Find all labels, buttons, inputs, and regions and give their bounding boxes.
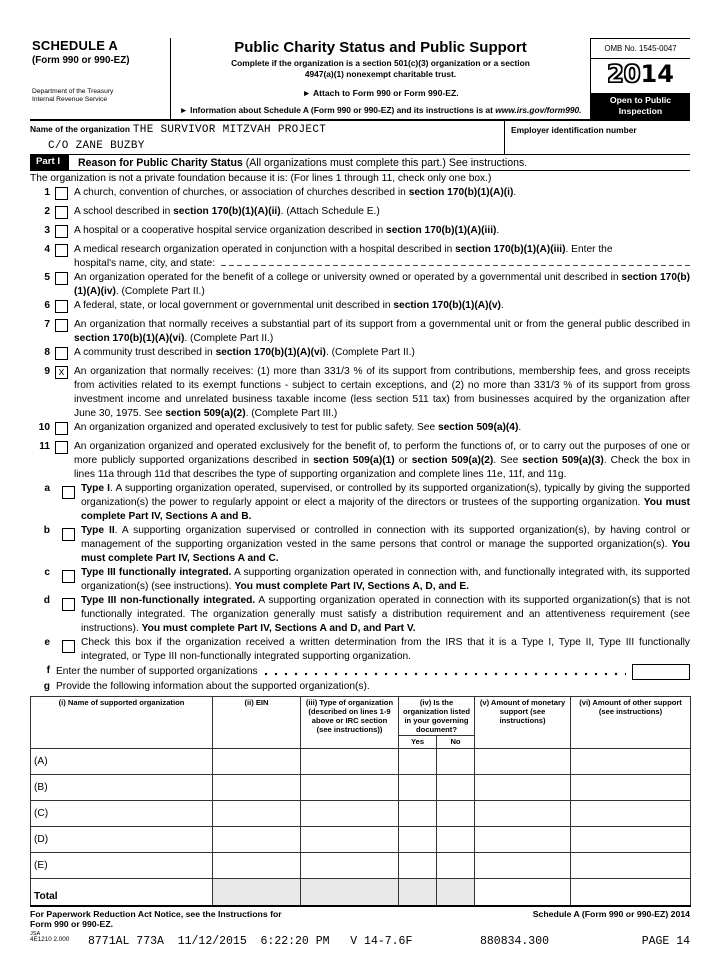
form-code: 4E1210 2.000 <box>30 936 70 943</box>
part1-heading: Reason for Public Charity Status (All organizations must complete this part.) See instructions. <box>78 156 528 169</box>
shaded-cell <box>437 879 475 906</box>
schedule-footer-ref: Schedule A (Form 990 or 990-EZ) 2014 <box>532 908 690 919</box>
line-text: An organization organized and operated exclusively to test for public safety. See section 509(a)(4). <box>74 422 522 433</box>
line-letter: c <box>44 567 50 578</box>
checklist-line-1 <box>30 186 690 205</box>
line-text: An organization that normally receives a substantial part of its support from a governmental unit or from the general public described in section 170(b)(1)(A)(vi). (Complete Part II.) <box>74 319 690 344</box>
tax-year: 2014 <box>607 60 674 88</box>
line-7-checkbox[interactable] <box>55 319 68 332</box>
part1-badge: Part I <box>30 154 69 171</box>
ein-block[interactable] <box>504 121 690 154</box>
form-header-left <box>30 38 171 119</box>
checklist-line-11c <box>30 566 690 594</box>
yes-cell[interactable] <box>399 775 437 801</box>
line-text: A community trust described in section 170(b)(1)(A)(vi). (Complete Part II.) <box>74 347 415 358</box>
other-cell[interactable] <box>571 853 691 879</box>
other-cell[interactable] <box>571 827 691 853</box>
checklist-line-11f <box>30 664 690 680</box>
line-letter: f <box>46 665 50 676</box>
row-label: (B) <box>31 775 213 801</box>
footer <box>30 909 690 929</box>
table-row-total <box>31 879 691 906</box>
line-11c-checkbox[interactable] <box>62 570 75 583</box>
line-number: 6 <box>44 300 50 311</box>
type-cell[interactable] <box>301 775 399 801</box>
line-1-checkbox[interactable] <box>55 187 68 200</box>
line-11a-checkbox[interactable] <box>62 486 75 499</box>
yes-cell[interactable] <box>399 827 437 853</box>
line-text: A federal, state, or local government or governmental unit described in section 170(b)(1)(A)(v). <box>74 300 504 311</box>
line-text: Type III non-functionally integrated. A supporting organization operated in connection with its supported organization(s) that is not functionally integrated. The organization generally must satisfy a distribution requirement and an attentiveness requirement (see instructions). You must complete Part IV, Sections A and D, and Part V. <box>81 595 691 634</box>
checklist-line-6 <box>30 299 690 318</box>
col-header-name: (i) Name of supported organization <box>31 697 213 749</box>
col-header-ein: (ii) EIN <box>213 697 301 749</box>
checklist-line-4 <box>30 243 690 271</box>
ein-cell[interactable] <box>213 801 301 827</box>
dot-leader <box>264 667 626 677</box>
line-letter: a <box>44 483 50 494</box>
form-header-right <box>590 38 690 119</box>
col-header-yes: Yes <box>399 736 437 749</box>
checklist-line-8 <box>30 346 690 365</box>
schedule-label: SCHEDULE A <box>32 38 119 53</box>
row-label: (A) <box>31 749 213 775</box>
form-header-center <box>171 38 590 119</box>
page-number: PAGE 14 <box>641 934 690 948</box>
col-header-governing: (iv) Is the organization listed in your governing document? <box>399 697 475 736</box>
checklist-line-5 <box>30 271 690 299</box>
yes-cell[interactable] <box>399 801 437 827</box>
line-8-checkbox[interactable] <box>55 347 68 360</box>
table-row-d <box>31 827 691 853</box>
checklist-line-2 <box>30 205 690 224</box>
no-cell[interactable] <box>437 749 475 775</box>
line-text: A school described in section 170(b)(1)(A)(ii). (Attach Schedule E.) <box>74 206 380 217</box>
form-header <box>30 38 690 121</box>
part1-intro: The organization is not a private foundation because it is: (For lines 1 through 11, check only one box.) <box>30 173 492 184</box>
other-cell[interactable] <box>571 749 691 775</box>
line-number: 5 <box>44 272 50 283</box>
monetary-total-cell[interactable] <box>475 879 571 906</box>
form-subtitle: Complete if the organization is a section 501(c)(3) organization or a section 4947(a)(1) nonexempt charitable trust. <box>231 58 530 79</box>
org-name-block <box>30 121 504 154</box>
line-number: 9 <box>44 366 50 377</box>
checklist-line-11 <box>30 440 690 482</box>
line-10-checkbox[interactable] <box>55 422 68 435</box>
shaded-cell <box>301 879 399 906</box>
shaded-cell <box>213 879 301 906</box>
table-row-b <box>31 775 691 801</box>
part1-header-bar <box>30 155 690 171</box>
col-header-no: No <box>437 736 475 749</box>
table-row-e <box>31 853 691 879</box>
serial-number: 880834.300 <box>480 934 550 948</box>
line-11d-checkbox[interactable] <box>62 598 75 611</box>
checklist-line-11a <box>30 482 690 524</box>
form-title: Public Charity Status and Public Support <box>234 39 527 56</box>
line-number: 8 <box>44 347 50 358</box>
table-row-c <box>31 801 691 827</box>
line-9-checkbox-checked[interactable]: X <box>55 366 68 379</box>
no-cell[interactable] <box>437 801 475 827</box>
line-text: Type I. A supporting organization operated, supervised, or controlled by its supported organization(s), typically by giving the supported organization(s) the power to regularly appoint or elect a majority of the directors or trustees of the supporting organization. You must complete Part IV, Sections A and B. <box>81 483 691 522</box>
monetary-cell[interactable] <box>475 775 571 801</box>
checklist-line-7 <box>30 318 690 346</box>
shaded-cell <box>399 879 437 906</box>
line-text: Type III functionally integrated. A supporting organization operated in connection with, and functionally integrated with, its supported organization(s) (see instructions). You must complete Part IV, Sections A, D, and E. <box>81 567 690 592</box>
no-cell[interactable] <box>437 827 475 853</box>
line-text: Enter the number of supported organizations <box>50 664 690 680</box>
yes-cell[interactable] <box>399 749 437 775</box>
form-ref: (Form 990 or 990-EZ) <box>32 55 130 66</box>
line-11b-checkbox[interactable] <box>62 528 75 541</box>
line-5-checkbox[interactable] <box>55 272 68 285</box>
org-name-co[interactable]: C/O ZANE BUZBY <box>48 140 145 152</box>
type-cell[interactable] <box>301 827 399 853</box>
total-label: Total <box>31 879 213 906</box>
line-text: A church, convention of churches, or association of churches described in section 170(b)(1)(A)(i). <box>74 187 517 198</box>
no-cell[interactable] <box>437 853 475 879</box>
hospital-name-label: hospital's name, city, and state: <box>74 258 216 269</box>
org-info-row <box>30 121 690 155</box>
line-11e-checkbox[interactable] <box>62 640 75 653</box>
other-cell[interactable] <box>571 801 691 827</box>
checklist-line-11b <box>30 524 690 566</box>
treasury-label: Department of the Treasury Internal Revenue Service <box>32 88 114 103</box>
print-stamp: 8771AL 773A 11/12/2015 6:22:20 PM V 14-7.6F <box>88 934 413 948</box>
type-cell[interactable] <box>301 853 399 879</box>
checklist-line-10 <box>30 421 690 440</box>
supported-org-count-box[interactable] <box>632 664 690 680</box>
monetary-cell[interactable] <box>475 853 571 879</box>
line-number: 11 <box>39 441 50 452</box>
line-number: 3 <box>44 225 50 236</box>
col-header-type: (iii) Type of organization (described on lines 1-9 above or IRC section (see instructions)) <box>301 697 399 749</box>
line-number: 10 <box>38 422 50 433</box>
checklist-line-11d <box>30 594 690 636</box>
line-3-checkbox[interactable] <box>55 225 68 238</box>
attach-note: ► Attach to Form 990 or Form 990-EZ. <box>302 88 459 98</box>
line-text: An organization that normally receives: (1) more than 331/3 % of its support from contributions, membership fees, and gross receipts from activities related to its exempt functions - subject to certain exceptions, and (2) no more than 331/3 % of its support from gross investment income and unrelated business taxable income (less section 511 tax) from businesses acquired by the organization after June 30, 1975. See section 509(a)(2). (Complete Part III.) <box>74 366 690 419</box>
type-cell[interactable] <box>301 801 399 827</box>
print-line <box>30 934 690 955</box>
paperwork-notice: For Paperwork Reduction Act Notice, see the Instructions for Form 990 or 990-EZ. <box>30 908 282 929</box>
ein-cell[interactable] <box>213 827 301 853</box>
ein-cell[interactable] <box>213 749 301 775</box>
line-text: A hospital or a cooperative hospital service organization described in section 170(b)(1)(A)(iii). <box>74 225 500 236</box>
col-header-monetary-support: (v) Amount of monetary support (see instructions) <box>475 697 571 749</box>
row-label: (E) <box>31 853 213 879</box>
line-letter: g <box>43 681 50 692</box>
line-letter: b <box>43 525 50 536</box>
omb-number: OMB No. 1545-0047 <box>591 39 690 59</box>
line-number: 1 <box>44 187 50 198</box>
line-text: An organization operated for the benefit of a college or university owned or operated by a governmental unit described in section 170(b)(1)(A)(iv). (Complete Part II.) <box>74 272 690 297</box>
ein-cell[interactable] <box>213 775 301 801</box>
info-note: ► Information about Schedule A (Form 990 or 990-EZ) and its instructions is at www.irs.gov/form990. <box>179 105 582 115</box>
table-row-a <box>31 749 691 775</box>
line-11-checkbox[interactable] <box>55 441 68 454</box>
line-number: 2 <box>44 206 50 217</box>
monetary-cell[interactable] <box>475 827 571 853</box>
line-text: A medical research organization operated in conjunction with a hospital described in section 170(b)(1)(A)(iii). Enter the hospital's name, city, and state: <box>74 243 690 271</box>
other-cell[interactable] <box>571 775 691 801</box>
line-number: 7 <box>44 319 50 330</box>
no-cell[interactable] <box>437 775 475 801</box>
line-text: Check this box if the organization received a written determination from the IRS that it is a Type I, Type II, Type III functionally integrated, or Type III non-functionally integrated supporting organization. <box>81 637 690 662</box>
ein-cell[interactable] <box>213 853 301 879</box>
line-number: 4 <box>44 244 50 255</box>
line-2-checkbox[interactable] <box>55 206 68 219</box>
org-name-label: Name of the organization <box>30 124 131 134</box>
line-letter: e <box>44 637 50 648</box>
checklist-line-11e <box>30 636 690 664</box>
line-4-checkbox[interactable] <box>55 244 68 257</box>
irs-url: www.irs.gov/form990. <box>495 105 582 115</box>
type-cell[interactable] <box>301 749 399 775</box>
line-text: An organization organized and operated exclusively for the benefit of, to perform the functions of, or to carry out the purposes of one or more publicly supported organizations described in section 509(a)(1) or section 509(a)(2). See section 509(a)(3). Check the box in lines 11a through 11d that describes the type of supporting organization and complete lines 11e, 11f, and 11g. <box>74 441 690 480</box>
checklist-line-9 <box>30 365 690 421</box>
yes-cell[interactable] <box>399 853 437 879</box>
row-label: (C) <box>31 801 213 827</box>
supported-orgs-table <box>30 696 691 907</box>
hospital-name-blank[interactable] <box>221 259 690 269</box>
line-letter: d <box>43 595 50 606</box>
line-6-checkbox[interactable] <box>55 300 68 313</box>
monetary-cell[interactable] <box>475 801 571 827</box>
jsa-label: JSA <box>30 930 41 937</box>
col-header-other-support: (vi) Amount of other support (see instructions) <box>571 697 691 749</box>
other-total-cell[interactable] <box>571 879 691 906</box>
monetary-cell[interactable] <box>475 749 571 775</box>
line-text: Type II. A supporting organization supervised or controlled in connection with its supported organization(s), by having control or management of the supporting organization vested in the same persons that control or manage the supported organization(s). You must complete Part IV, Sections A and C. <box>81 525 690 564</box>
print-footer <box>30 931 690 961</box>
checklist-line-3 <box>30 224 690 243</box>
checklist-line-11g <box>30 680 690 694</box>
ein-label: Employer identification number <box>511 125 637 135</box>
org-name-value[interactable]: THE SURVIVOR MITZVAH PROJECT <box>132 124 327 136</box>
row-label: (D) <box>31 827 213 853</box>
line-text: Provide the following information about the supported organization(s). <box>56 681 370 692</box>
open-to-public-badge: Open to Public Inspection <box>591 93 690 119</box>
